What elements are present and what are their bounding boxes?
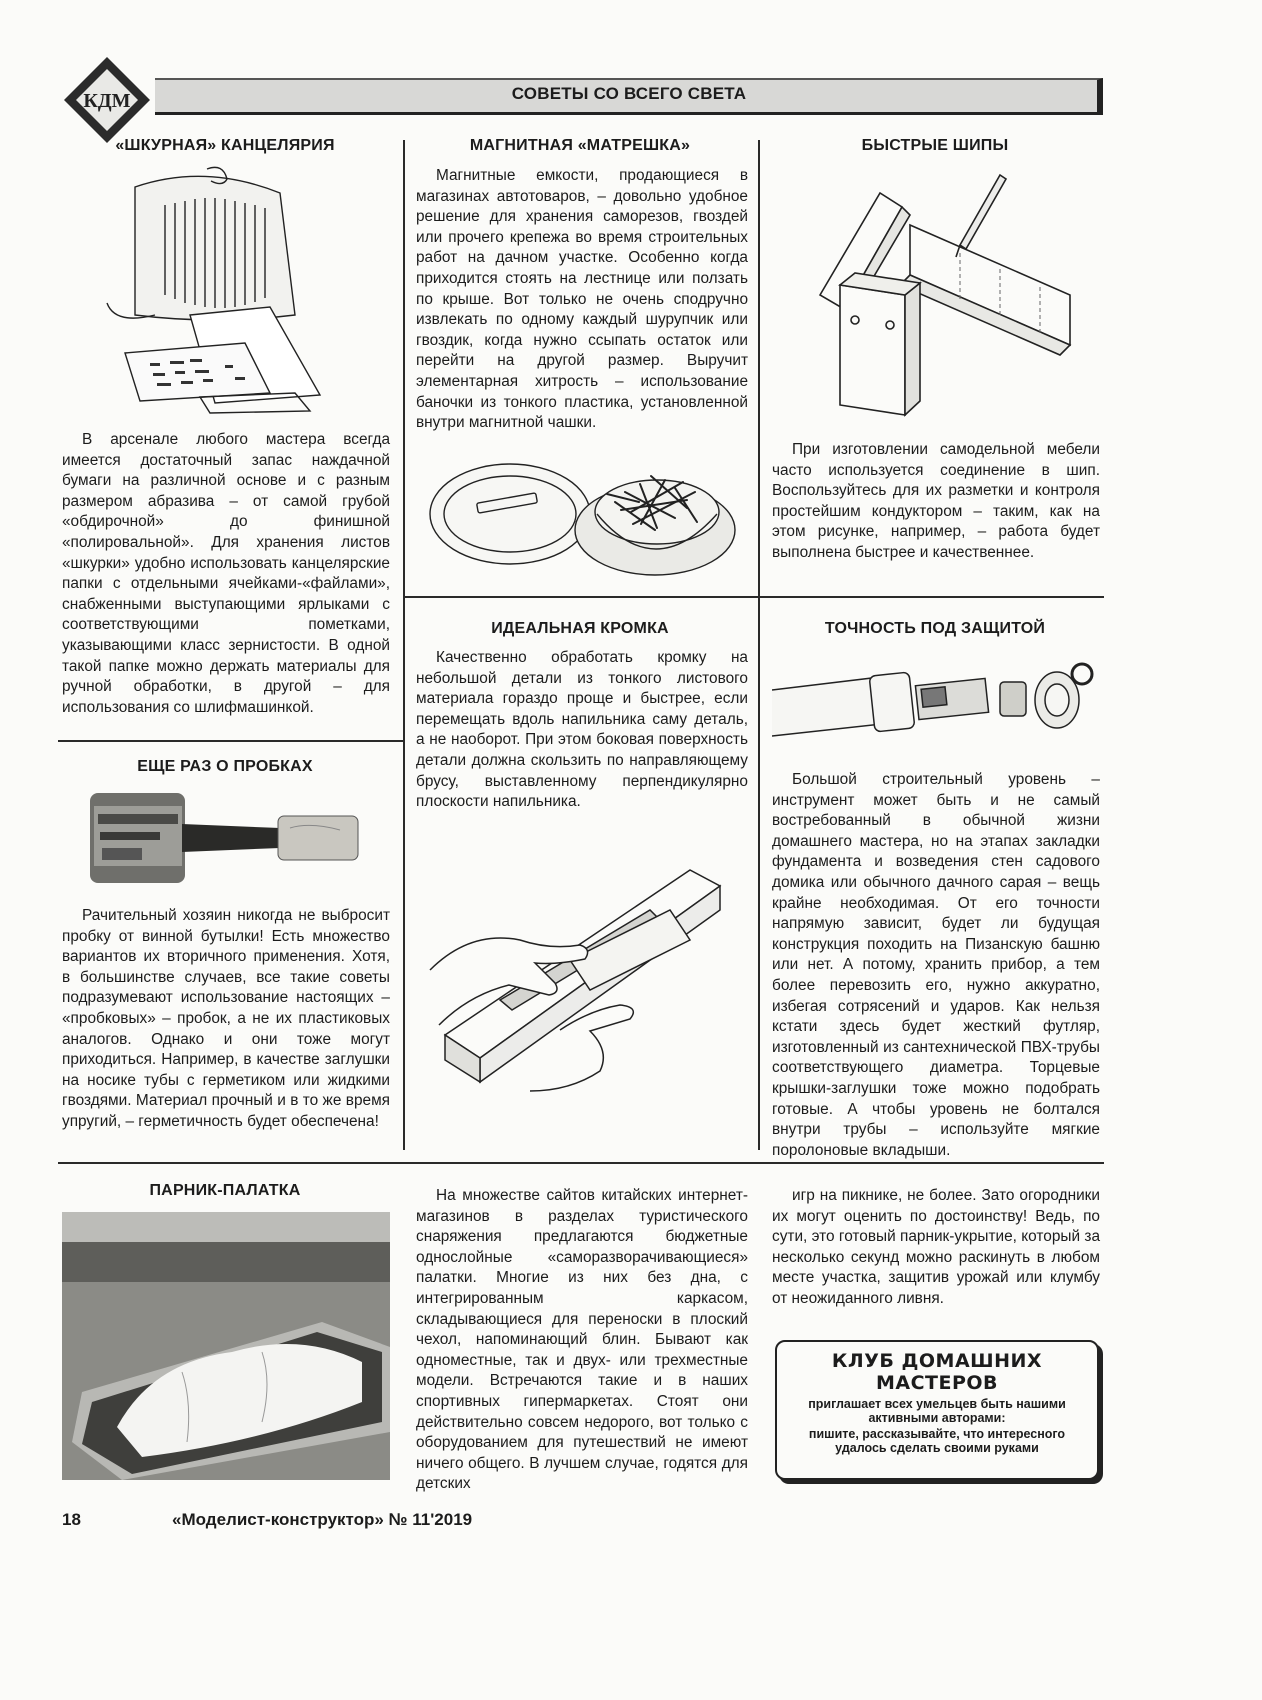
article-text: Большой строительный уровень – инструмент может быть и не самый востребованный в обычной жизни домашнего мастера, но на этапах закладки фундамента и возведения стен садового домика или обычного дачного сарая – вещь крайне необходимая. От его точности напрямую зависит, будет ли будущая конструкция походить на Пизанскую башню или нет. А потому, хранить прибор, а тем более перевозить его, нужно аккуратно, избегая сотрясений и ударов. Как нельзя кстати здесь будет жесткий футляр, изготовленный из сантехнической ПВХ-трубы соответствующего диаметра. Торцевые крышки-заглушки тоже можно подобрать готовые. А чтобы уровень не болтался внутри трубы – используйте мягкие поролоновые вкладыши. — [772, 771, 1100, 1159]
club-text: пишите, рассказывайте, что интересного — [808, 1427, 1066, 1441]
folder-illustration — [95, 165, 365, 415]
cork-tube-photo — [90, 788, 365, 888]
article-title: ИДЕАЛЬНАЯ КРОМКА — [491, 620, 669, 637]
page-number: 18 — [62, 1510, 81, 1529]
section-title: СОВЕТЫ СО ВСЕГО СВЕТА — [511, 84, 747, 103]
article-text: На множестве сайтов китайских интернет-магазинов в разделах туристического снаряжения предлагаются бюджетные однослойные «саморазворачивающиеся» палатки. Многие из них без дна, с интегрированным каркасом, складывающиеся для переноски в плоский чехол, напоминающий блин. Бывают как одноместные, так и двух- или трехместные модели. Встречаются такие и в наших спортивных гипермаркетах. Стоят они действительно совсем недорого, вот только с оборудованием для путешествий не имеют ничего общего. В лучшем случае, годятся для детских — [416, 1187, 748, 1493]
level-case-illustration — [772, 652, 1102, 762]
article-text: игр на пикнике, не более. Зато огородники их могут оценить по достоинству! Ведь, по сути, это готовый парник-укрытие, который за несколько секунд можно раскинуть в любом месте участка, защитив урожай или клумбу от неожиданного ливня. — [772, 1187, 1100, 1307]
logo — [62, 55, 152, 145]
greenhouse-tent-photo — [62, 1212, 390, 1480]
article-title: МАГНИТНАЯ «МАТРЕШКА» — [469, 137, 691, 154]
tenon-jig-illustration — [810, 165, 1100, 425]
club-text: приглашает всех умельцев быть нашими — [808, 1397, 1066, 1411]
row-divider — [404, 596, 1104, 598]
club-title: МАСТЕРОВ — [875, 1372, 999, 1394]
article-text: При изготовлении самодельной мебели часто используется соединение в шип. Воспользуйтесь для их разметки и контроля простейшим кондуктором – таким, как на этом рисунке, например, – работа будет выполнена быстрее и качественнее. — [772, 441, 1100, 561]
logo-text: КДМ — [83, 90, 131, 112]
magazine-name: «Моделист-конструктор» № 11'2019 — [172, 1510, 473, 1529]
row-divider — [58, 1162, 1104, 1164]
article-title: «ШКУРНАЯ» КАНЦЕЛЯРИЯ — [115, 137, 335, 154]
club-title: КЛУБ ДОМАШНИХ — [831, 1350, 1043, 1372]
article-text: Магнитные емкости, продающиеся в магазинах автотоваров, – довольно удобное решение для хранения саморезов, гвоздей или прочего крепежа во время строительных работ на дачном участке. Особенно когда приходится стоять на лестнице или ползать по крыше. Вот только не очень сподручно извлекать по одному каждый шурупчик или гвоздик, когда нужно ссыпать остаток или перейти на другой размер. Выручит элементарная хитрость – использование баночки из тонкого пластика, установленной внутри магнитной чашки. — [416, 167, 748, 432]
club-text: активными авторами: — [868, 1411, 1006, 1425]
club-text: удалось сделать своими руками — [835, 1441, 1039, 1455]
article-title: ЕЩЕ РАЗ О ПРОБКАХ — [137, 758, 313, 775]
article-text: В арсенале любого мастера всегда имеется достаточный запас наждачной бумаги на различной основе и с разным размером абразива – от самой грубой «обдирочной» до финишной «полировальной». Для хранения листов «шкурки» удобно использовать канцелярские папки с отдельными ячейками-«файлами», снабженными выступающими ярлыками с соответствующими пометками, указывающими класс зернистости. В одной такой папке можно держать материалы для ручной обработки, в другой – для использования со шлифмашинкой. — [62, 431, 390, 716]
magnetic-bowl-illustration — [425, 452, 740, 587]
file-edge-illustration — [420, 850, 750, 1100]
article-title: БЫСТРЫЕ ШИПЫ — [861, 137, 1009, 154]
article-title: ТОЧНОСТЬ ПОД ЗАЩИТОЙ — [824, 620, 1046, 637]
club-box — [775, 1340, 1099, 1480]
row-divider — [58, 740, 403, 742]
column-divider — [403, 140, 405, 1150]
column-divider — [758, 140, 760, 1150]
article-text: Рачительный хозяин никогда не выбросит пробку от винной бутылки! Есть множество вариантов их вторичного применения. Хотя, в большинстве случаев, все такие советы подразумевают использование настоящих – «пробковых» – пробок, а не их пластиковых аналогов. Однако и они тоже могут приходиться. Например, в качестве заглушки на носике тубы с герметиком или жидкими гвоздями. Материал прочный и в то же время упругий, – герметичность будет обеспечена! — [62, 907, 390, 1130]
article-text: Качественно обработать кромку на небольшой детали из тонкого листового материала гораздо проще и быстрее, если перемещать вдоль напильника саму деталь, а не наоборот. При этом боковая поверхность детали должна скользить по направляющему брусу, выставленному перпендикулярно плоскости напильника. — [416, 649, 748, 811]
article-title: ПАРНИК-ПАЛАТКА — [149, 1182, 301, 1199]
